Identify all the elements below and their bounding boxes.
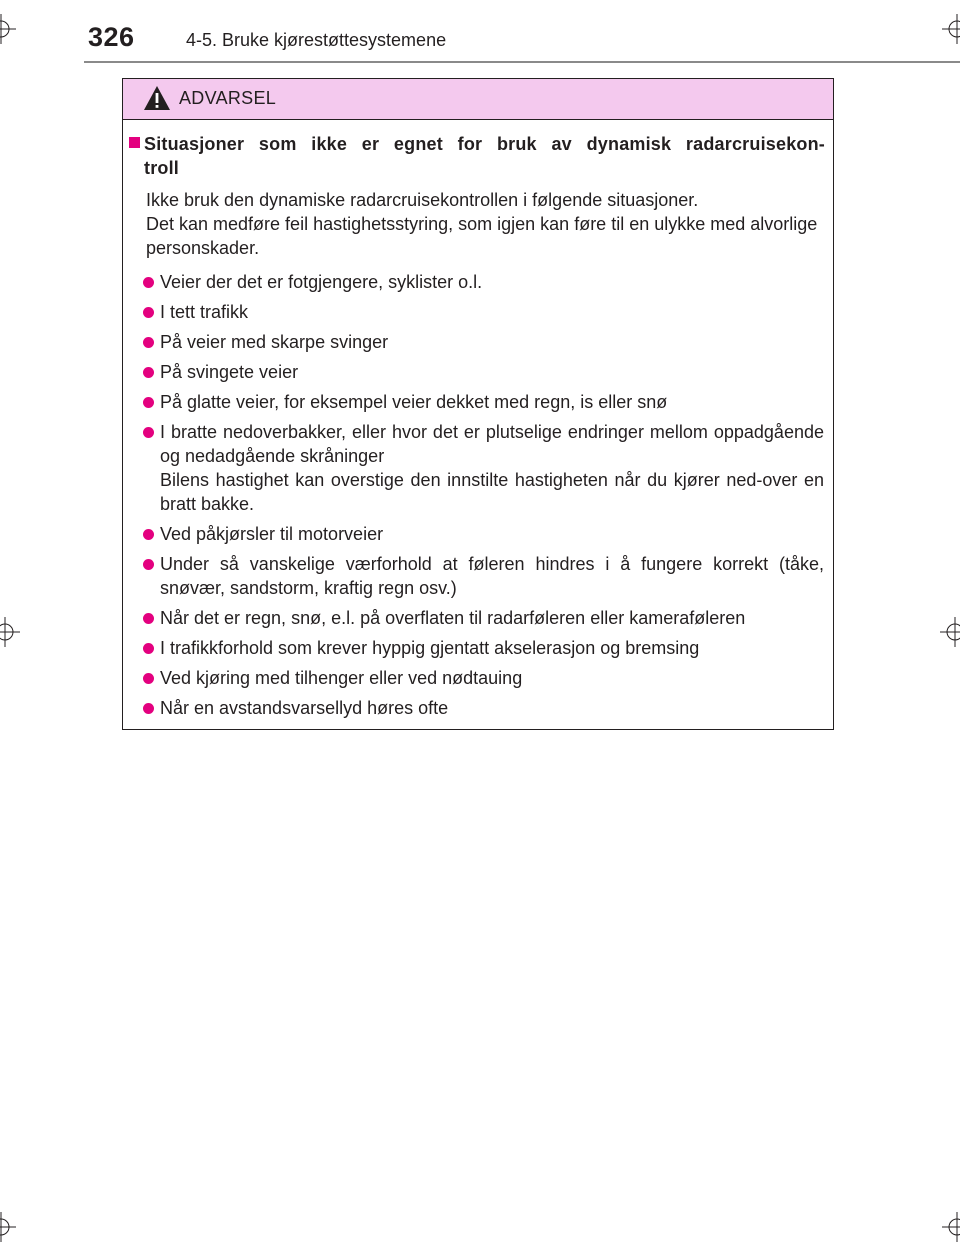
list-item [129, 300, 825, 324]
list-item-subtext: Bilens hastighet kan overstige den innstilte hastigheten når du kjører ned-over en bratt bakke. [160, 470, 824, 514]
bullet-dot-icon [143, 337, 154, 348]
bullet-dot-icon [143, 673, 154, 684]
crop-mark-mid-left [0, 617, 20, 647]
list-item [129, 552, 825, 600]
list-item-text: I bratte nedoverbakker, eller hvor det er plutselige endringer mellom oppadgående og nedadgående skråninger [160, 422, 824, 466]
list-item-text: På glatte veier, for eksempel veier dekket med regn, is eller snø [160, 392, 668, 412]
bullet-dot-icon [143, 613, 154, 624]
warning-body [123, 120, 833, 720]
topic [129, 132, 825, 180]
bullet-dot-icon [143, 703, 154, 714]
warning-box [122, 78, 834, 730]
list-item-text: Når det er regn, snø, e.l. på overflaten til radarføleren eller kameraføleren [160, 608, 746, 628]
bullet-dot-icon [143, 529, 154, 540]
crop-mark-bottom-right [942, 1212, 960, 1242]
page-number: 326 [88, 22, 135, 52]
crop-mark-top-right [942, 14, 960, 44]
intro-text [146, 188, 825, 260]
list-item [129, 390, 825, 414]
header-rule [84, 61, 960, 63]
crop-mark-mid-right [940, 617, 960, 647]
list-item [129, 666, 825, 690]
list-item [129, 606, 825, 630]
bullet-dot-icon [143, 397, 154, 408]
crop-mark-top-left [0, 14, 16, 44]
bullet-dot-icon [143, 559, 154, 570]
warning-header [123, 79, 833, 120]
list-item-text: Når en avstandsvarsellyd høres ofte [160, 698, 449, 718]
list-item [129, 696, 825, 720]
list-item [129, 420, 825, 516]
list-item-text: I trafikkforhold som krever hyppig gjentatt akselerasjon og bremsing [160, 638, 700, 658]
list-item [129, 270, 825, 294]
warning-label: ADVARSEL [179, 88, 277, 108]
bullet-dot-icon [143, 277, 154, 288]
list-item-text: På svingete veier [160, 362, 299, 382]
bullet-dot-icon [143, 427, 154, 438]
list-item [129, 330, 825, 354]
list-item-text: På veier med skarpe svinger [160, 332, 389, 352]
list-item-text: I tett trafikk [160, 302, 249, 322]
list-item [129, 522, 825, 546]
bullet-list [129, 270, 825, 720]
list-item-text: Ved påkjørsler til motorveier [160, 524, 384, 544]
list-item-text: Under så vanskelige værforhold at føleren hindres i å fungere korrekt (tåke, snøvær, sandstorm, kraftig regn osv.) [160, 554, 824, 598]
crop-mark-bottom-left [0, 1212, 16, 1242]
intro-line: Det kan medføre feil hastighetsstyring, som igjen kan føre til en ulykke med alvorlige personskader. [146, 214, 818, 258]
bullet-dot-icon [143, 643, 154, 654]
topic-heading: Situasjoner som ikke er egnet for bruk av dynamisk radarcruisekon-troll [144, 134, 825, 178]
bullet-dot-icon [143, 367, 154, 378]
list-item-text: Veier der det er fotgjengere, syklister o.l. [160, 272, 483, 292]
list-item [129, 636, 825, 660]
intro-line: Ikke bruk den dynamiske radarcruisekontrollen i følgende situasjoner. [146, 190, 699, 210]
square-bullet-icon [129, 137, 140, 148]
list-item [129, 360, 825, 384]
list-item-text: Ved kjøring med tilhenger eller ved nødtauing [160, 668, 523, 688]
warning-triangle-icon [143, 85, 171, 111]
section-title: 4-5. Bruke kjørestøttesystemene [186, 30, 447, 50]
bullet-dot-icon [143, 307, 154, 318]
